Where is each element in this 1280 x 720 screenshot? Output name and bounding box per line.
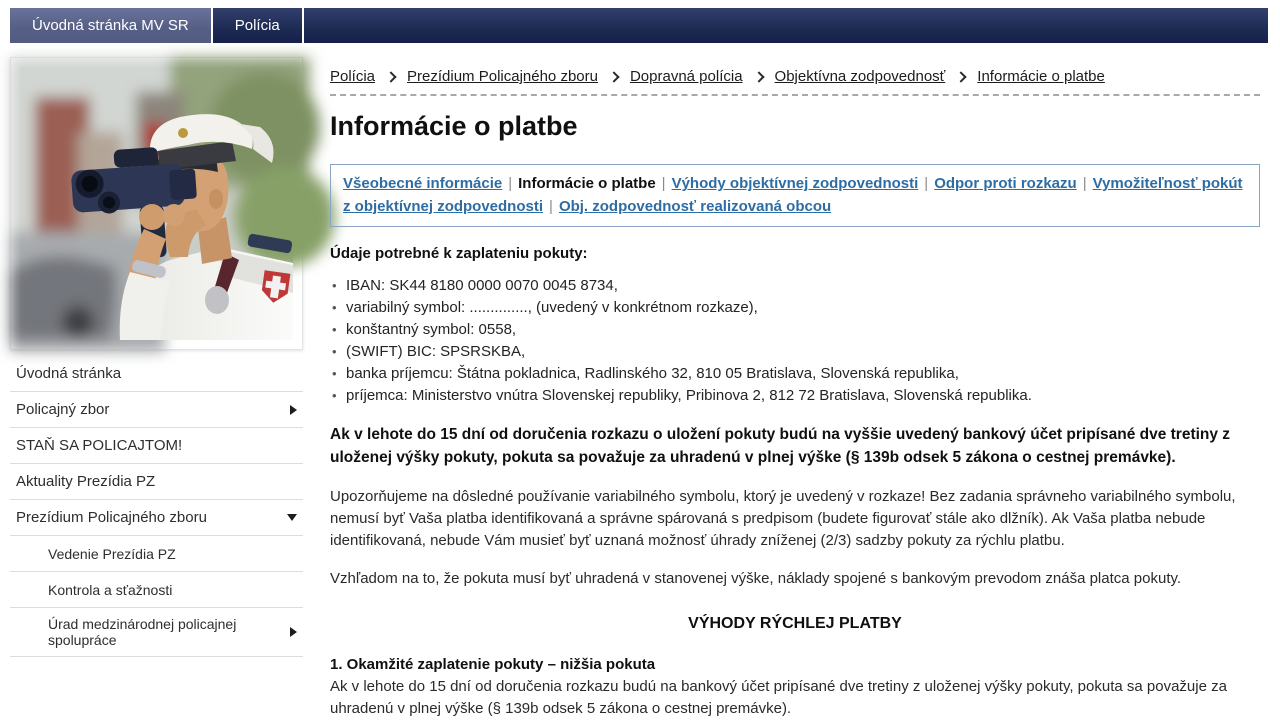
chevron-down-icon [287,514,297,521]
transfer-costs-note: Vzhľadom na to, že pokuta musí byť uhradená v stanovenej výške, náklady spojené s bankovým prevodom znáša platca pokuty. [330,570,1182,588]
pipe-separator: | [549,197,553,215]
sidebar-item-aktuality-prezidia[interactable] [10,464,303,500]
sidebar-item-label: Úrad medzinárodnej policajnej spolupráce [48,616,237,648]
sidebar [10,43,303,657]
sidebar-item-label: STAŇ SA POLICAJTOM! [16,437,183,454]
payment-details-heading: Údaje potrebné k zaplateniu pokuty: [330,245,588,262]
pipe-separator: | [508,175,513,192]
breadcrumb-link-policia[interactable]: Polícia [330,68,376,85]
chevron-right-icon [290,405,297,415]
sidebar-item-vedenie-prezidia[interactable] [10,536,303,572]
benefits-heading: VÝHODY RÝCHLEJ PLATBY [688,614,902,632]
topbar-filler [304,8,1268,43]
breadcrumb-link-prezidium[interactable]: Prezídium Policajného zboru [407,68,598,85]
section-links-box [330,164,1260,227]
tab-label: Úvodná stránka MV SR [32,17,189,34]
breadcrumb-link-informacie-o-platbe[interactable]: Informácie o platbe [977,68,1105,85]
sidebar-item-label: Vedenie Prezídia PZ [48,545,176,562]
list-item-swift-bic: • (SWIFT) BIC: SPSRSKBA, [330,341,1260,363]
sidebar-item-uvodna-stranka[interactable] [10,356,303,392]
chevron-right-icon [290,627,297,637]
sidebar-item-stan-sa-policajtom[interactable] [10,428,303,464]
police-officer-illustration [20,67,293,340]
chevron-right-icon [753,71,764,82]
sidebar-item-label: Úvodná stránka [16,365,122,382]
benefit1-text: Ak v lehote do 15 dní od doručenia rozkazu budú na bankový účet pripísané dve tretiny z uloženej výšky pokuty, pokuta sa považuje za uhradenú v plnej výške (§ 139b odsek 5 zákona o cestnej premávke). [330,677,1227,717]
pipe-separator: | [1082,175,1087,192]
list-item-banka-prijemcu: • banka príjemcu: Štátna pokladnica, Radlinského 32, 810 05 Bratislava, Slovenská republika, [330,363,1260,385]
dashed-divider [330,94,1260,96]
list-item-variabilny-symbol: • variabilný symbol: .............., (uvedený v konkrétnom rozkaze), [330,297,1260,319]
tab-uvodna-stranka-mvsr[interactable] [10,8,211,43]
payment-details-list [330,275,1260,407]
breadcrumb-link-objektivna-zodpovednost[interactable]: Objektívna zodpovednosť [774,68,946,85]
page-title: Informácie o platbe [330,111,578,141]
subnav-link-obj-zodpovednost-obcou[interactable]: Obj. zodpovednosť realizovaná obcou [558,197,832,215]
sidebar-item-kontrola-staznosti[interactable] [10,572,303,608]
sidebar-menu [10,356,303,657]
pipe-separator: | [924,175,929,192]
subnav-link-vymozitelnost-pokut[interactable]: Vymožiteľnosť pokút z objektívnej zodpovednosti [343,175,1243,215]
subnav-link-vyhody-objektivnej-zodpovednosti[interactable]: Výhody objektívnej zodpovednosti [671,175,919,192]
list-item-prijemca: • príjemca: Ministerstvo vnútra Slovenskej republiky, Pribinova 2, 812 72 Bratislava, Slovenská republika. [330,385,1260,407]
tab-label: Polícia [234,17,280,34]
top-navigation-bar [10,8,1268,43]
subnav-link-odpor-proti-rozkazu[interactable]: Odpor proti rozkazu [934,175,1077,192]
payment-deadline-note: Ak v lehote do 15 dní od doručenia rozkazu o uložení pokuty budú na vyššie uvedený bankový účet pripísané dve tretiny z uloženej výšky pokuty, pokuta sa považuje za uhradenú v plnej výške (§ 139b odsek 5 zákona o cestnej premávke). [330,426,1231,466]
sidebar-item-prezidium-pz[interactable] [10,500,303,536]
sidebar-item-policajny-zbor[interactable] [10,392,303,428]
sidebar-item-label: Policajný zbor [16,401,110,418]
sidebar-item-urad-medzinarodnej-spoluprace[interactable] [10,608,303,657]
breadcrumb [330,68,1260,85]
chevron-right-icon [385,71,396,82]
variable-symbol-warning: Upozorňujeme na dôsledné používanie variabilného symbolu, ktorý je uvedený v rozkaze! Bez zadania správneho variabilného symbolu, nemusí byť Vaša platba identifikovaná a správne spárovaná s predpisom (budete figurovať stále ako dlžník). Ak Vaša platba nebude identifikovaná, nebude Vám musieť byť uznaná možnosť úhrady zníženej (2/3) sadzby pokuty za rýchlu platbu. [330,487,1236,550]
list-item-iban: • IBAN: SK44 8180 0000 0070 0045 8734, [330,275,1260,297]
chevron-right-icon [956,71,967,82]
subnav-link-vseobecne-informacie[interactable]: Všeobecné informácie [343,175,503,192]
police-officer-photo [10,57,303,350]
tab-policia[interactable] [213,8,302,43]
list-item-konstantny-symbol: • konštantný symbol: 0558, [330,319,1260,341]
benefit1-title: 1. Okamžité zaplatenie pokuty – nižšia pokuta [330,655,656,673]
chevron-right-icon [608,71,619,82]
sidebar-item-label: Kontrola a sťažnosti [48,581,173,598]
pipe-separator: | [661,175,666,192]
main-content [330,43,1260,720]
breadcrumb-link-dopravna-policia[interactable]: Dopravná polícia [629,68,743,85]
sidebar-item-label: Aktuality Prezídia PZ [16,473,156,490]
subnav-current-informacie-o-platbe: Informácie o platbe [518,175,656,192]
sidebar-item-label: Prezídium Policajného zboru [16,509,207,526]
